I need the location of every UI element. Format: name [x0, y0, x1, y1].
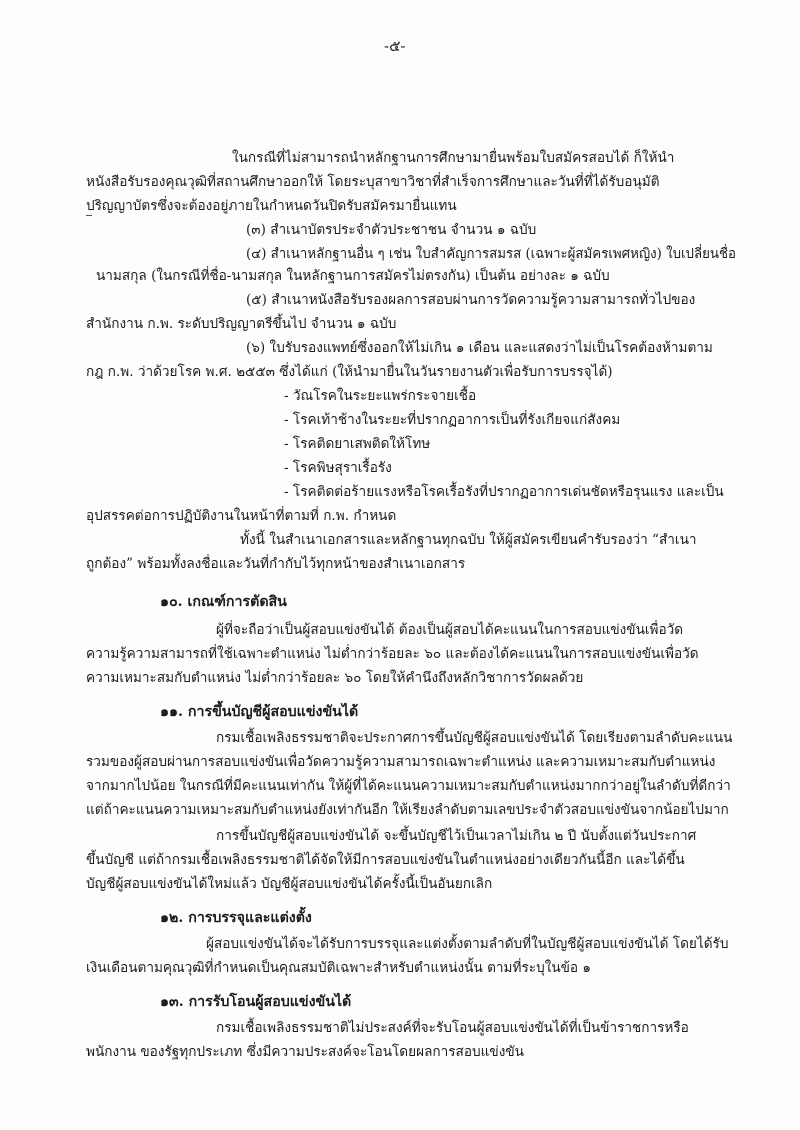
disease-list-cont: อุปสรรคต่อการปฏิบัติงานในหน้าที่ตามที่ ก.พ. กำหนด	[86, 508, 397, 524]
item-4-line: นามสกุล (ในกรณีที่ชื่อ-นามสกุล ในหลักฐานการสมัครไม่ตรงกัน) เป็นต้น อย่างละ ๑ ฉบับ	[96, 268, 610, 284]
section-11-line: บัญชีผู้สอบแข่งขันได้ใหม่แล้ว บัญชีผู้สอบแข่งขันได้ครั้งนี้เป็นอันยกเลิก	[86, 876, 493, 892]
section-11-line: กรมเชื้อเพลิงธรรมชาติจะประกาศการขึ้นบัญชีผู้สอบแข่งขันได้ โดยเรียงตามลำดับคะแนน	[216, 730, 733, 746]
section-10-heading: ๑๐. เกณฑ์การตัดสิน	[160, 594, 287, 610]
disease-list-item: - โรคติดยาเสพติดให้โทษ	[284, 436, 431, 452]
item-3: (๓) สำเนาบัตรประจำตัวประชาชน จำนวน ๑ ฉบับ	[246, 222, 537, 238]
section-11-line: รวมของผู้สอบผ่านการสอบแข่งขันเพื่อวัดความรู้ความสามารถเฉพาะตำแหน่ง และความเหมาะสมกับตำแหน่ง	[86, 754, 716, 770]
section-12-line: ผู้สอบแข่งขันได้จะได้รับการบรรจุและแต่งตั้งตามลำดับที่ในบัญชีผู้สอบแข่งขันได้ โดยได้รับ	[206, 936, 729, 952]
section-12-heading: ๑๒. การบรรจุและแต่งตั้ง	[160, 910, 312, 926]
item-5-line: สำนักงาน ก.พ. ระดับปริญญาตรีขึ้นไป จำนวน ๑ ฉบับ	[86, 316, 397, 332]
disease-list-item: - โรคเท้าช้างในระยะที่ปรากฏอาการเป็นที่รังเกียจแก่สังคม	[284, 412, 621, 428]
disease-list-item: - โรคพิษสุราเรื้อรัง	[284, 460, 392, 476]
certify-note-line: ทั้งนี้ ในสำเนาเอกสารและหลักฐานทุกฉบับ ให้ผู้สมัครเขียนคำรับรองว่า “สำเนา	[240, 532, 697, 548]
docs-paragraph-line: ปริญญาบัตรซึ่งจะต้องอยู่ภายในกำหนดวันปิดรับสมัครมายื่นแทน	[86, 198, 457, 214]
section-13-line: กรมเชื้อเพลิงธรรมชาติไม่ประสงค์ที่จะรับโอนผู้สอบแข่งขันได้ที่เป็นข้าราชการหรือ	[216, 1020, 689, 1036]
section-13-line: พนักงาน ของรัฐทุกประเภท ซึ่งมีความประสงค์จะโอนโดยผลการสอบแข่งขัน	[86, 1044, 524, 1060]
certify-note-line: ถูกต้อง” พร้อมทั้งลงชื่อและวันที่กำกับไว้ทุกหน้าของสำเนาเอกสาร	[86, 556, 466, 572]
docs-paragraph-line: ในกรณีที่ไม่สามารถนำหลักฐานการศึกษามายื่นพร้อมใบสมัครสอบได้ ก็ให้นำ	[232, 150, 675, 166]
section-11-line: ขึ้นบัญชี แต่ถ้ากรมเชื้อเพลิงธรรมชาติได้จัดให้มีการสอบแข่งขันในตำแหน่งอย่างเดียวกันนี้อีก และได้ขึ้น	[86, 852, 685, 868]
section-13-heading: ๑๓. การรับโอนผู้สอบแข่งขันได้	[160, 994, 352, 1010]
section-11-line: จากมากไปน้อย ในกรณีที่มีคะแนนเท่ากัน ให้ผู้ที่ได้คะแนนความเหมาะสมกับตำแหน่งมากกว่าอยู่ในลำดับที่ดีกว่า	[86, 778, 731, 794]
scan-mark	[86, 215, 92, 216]
section-10-line: ความเหมาะสมกับตำแหน่ง ไม่ต่ำกว่าร้อยละ ๖๐ โดยให้คำนึงถึงหลักวิชาการวัดผลด้วย	[86, 670, 584, 686]
docs-paragraph-line: หนังสือรับรองคุณวุฒิที่สถานศึกษาออกให้ โดยระบุสาขาวิชาที่สำเร็จการศึกษาและวันที่ที่ได้รับอนุมัติ	[86, 174, 660, 190]
disease-list-item: - วัณโรคในระยะแพร่กระจายเชื้อ	[284, 388, 477, 404]
disease-list-item: - โรคติดต่อร้ายแรงหรือโรคเรื้อรังที่ปรากฏอาการเด่นชัดหรือรุนแรง และเป็น	[284, 484, 724, 500]
item-4-line: (๔) สำเนาหลักฐานอื่น ๆ เช่น ใบสำคัญการสมรส (เฉพาะผู้สมัครเพศหญิง) ใบเปลี่ยนชื่อ	[246, 246, 737, 262]
section-11-line: แต่ถ้าคะแนนความเหมาะสมกับตำแหน่งยังเท่ากันอีก ให้เรียงลำดับตามเลขประจำตัวสอบแข่งขันจากน้อยไปมาก	[86, 802, 729, 818]
item-5-line: (๕) สำเนาหนังสือรับรองผลการสอบผ่านการวัดความรู้ความสามารถทั่วไปของ	[246, 292, 696, 308]
page-number: -๕-	[384, 37, 406, 55]
item-6-line: กฎ ก.พ. ว่าด้วยโรค พ.ศ. ๒๕๕๓ ซึ่งได้แก่ (ให้นำมายื่นในวันรายงานตัวเพื่อรับการบรรจุได้)	[86, 364, 613, 380]
item-6-line: (๖) ใบรับรองแพทย์ซึ่งออกให้ไม่เกิน ๑ เดือน และแสดงว่าไม่เป็นโรคต้องห้ามตาม	[246, 340, 713, 356]
section-12-line: เงินเดือนตามคุณวุฒิที่กำหนดเป็นคุณสมบัติเฉพาะสำหรับตำแหน่งนั้น ตามที่ระบุในข้อ ๑	[86, 960, 592, 976]
section-10-line: ความรู้ความสามารถที่ใช้เฉพาะตำแหน่ง ไม่ต่ำกว่าร้อยละ ๖๐ และต้องได้คะแนนในการสอบแข่งขันเพื่อวัด	[86, 646, 699, 662]
section-11-heading: ๑๑. การขึ้นบัญชีผู้สอบแข่งขันได้	[160, 704, 359, 720]
section-11-line: การขึ้นบัญชีผู้สอบแข่งขันได้ จะขึ้นบัญชีไว้เป็นเวลาไม่เกิน ๒ ปี นับตั้งแต่วันประกาศ	[216, 828, 697, 844]
section-10-line: ผู้ที่จะถือว่าเป็นผู้สอบแข่งขันได้ ต้องเป็นผู้สอบได้คะแนนในการสอบแข่งขันเพื่อวัด	[216, 622, 684, 638]
